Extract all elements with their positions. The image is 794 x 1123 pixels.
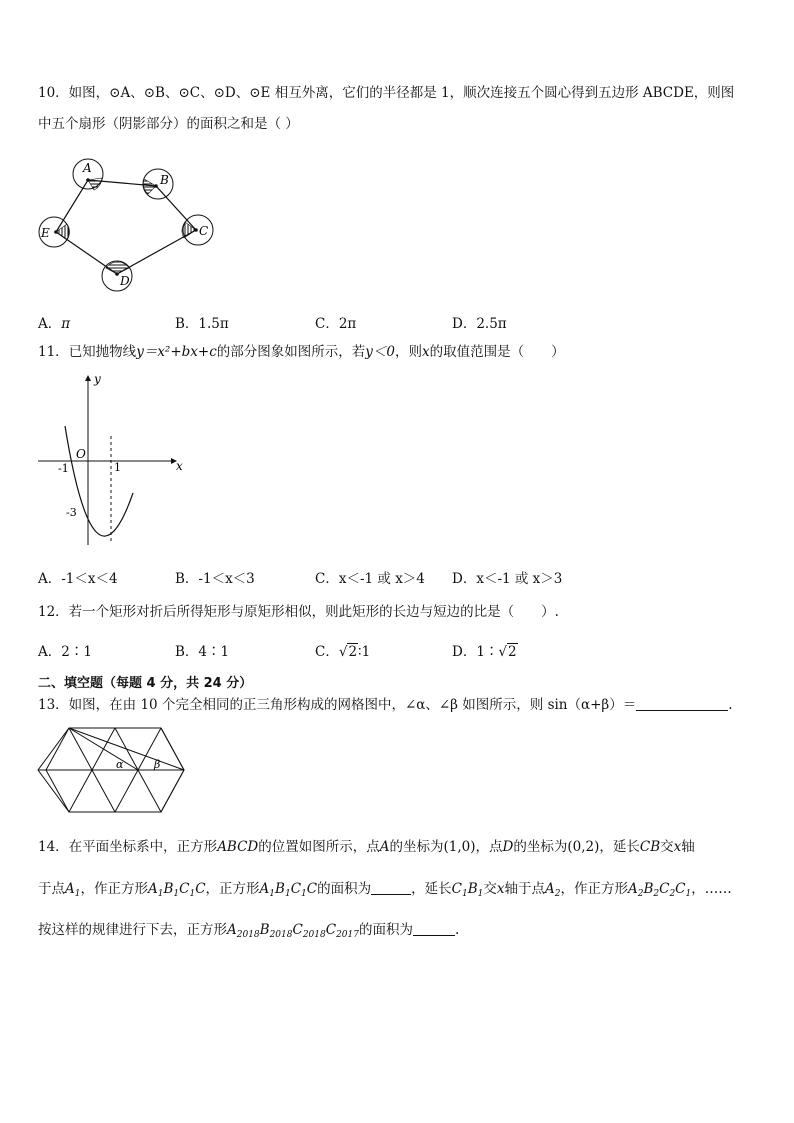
- label-c: C: [199, 224, 209, 238]
- q11-stem: 11．已知抛物线y＝x²+bx+c的部分图象如图所示，若y＜0，则x的取值范围是（ ）: [38, 344, 565, 360]
- tick-neg1: -1: [58, 462, 69, 475]
- q12-option-d: D．1∶√2: [452, 644, 517, 660]
- q10-option-b: B．1.5π: [175, 316, 229, 332]
- q10-option-c: C．2π: [315, 316, 357, 332]
- graph-y-label: y: [94, 372, 101, 386]
- q10-option-d: D．2.5π: [452, 316, 507, 332]
- sector-e: [56, 224, 70, 240]
- q10-stem-line2: 中五个扇形（阴影部分）的面积之和是（ ）: [38, 116, 299, 132]
- angle-alpha-label: α: [116, 758, 124, 771]
- label-d: D: [120, 274, 130, 288]
- q10-pentagon-figure: [30, 150, 230, 300]
- q13-triangle-grid: [36, 726, 196, 816]
- q14-answer-blank-2[interactable]: [413, 921, 455, 936]
- q11-option-a: A．-1＜x＜4: [38, 571, 118, 587]
- label-a: A: [83, 161, 92, 175]
- pentagon-abcde: [56, 180, 196, 274]
- q13-stem: 13．如图，在由 10 个完全相同的正三角形构成的网格图中，∠α、∠β 如图所示，则 sin（α+β）＝ .: [38, 697, 733, 713]
- q10-option-a: A．π: [38, 316, 71, 332]
- angle-beta-label: β: [154, 758, 161, 771]
- graph-x-label: x: [176, 459, 183, 473]
- q13-answer-blank[interactable]: [636, 696, 728, 711]
- label-e: E: [41, 226, 50, 240]
- q12-option-c: C．√2∶1: [315, 644, 371, 660]
- q11-parabola-graph: [36, 370, 196, 550]
- tick-neg3: -3: [66, 506, 77, 519]
- q11-option-b: B．-1＜x＜3: [175, 571, 255, 587]
- q10-stem-line1: 10．如图，⊙A、⊙B、⊙C、⊙D、⊙E 相互外离，它们的半径都是 1，顺次连接五个圆心得到五边形 ABCDE，则图: [38, 85, 735, 101]
- q14-answer-blank-1[interactable]: [371, 880, 411, 895]
- sector-a: [88, 178, 102, 190]
- q12-stem: 12．若一个矩形对折后所得矩形与原矩形相似，则此矩形的长边与短边的比是（ ）.: [38, 604, 559, 620]
- tick-1: 1: [114, 461, 121, 474]
- q12-option-b: B．4∶1: [175, 644, 230, 660]
- q14-line2: 于点$A_1$，作正方形$A_1B_1C_1C$，正方形$A_1B_1C_1C$的面积为 ，延长$C_1B_1$交x轴于点$A_2$，作正方形$A_2B_2C_2C_1$，……: [38, 881, 732, 899]
- q11-option-c: C．x＜-1 或 x＞4: [315, 571, 425, 587]
- q12-option-a: A．2∶1: [38, 644, 92, 660]
- section-fill-in-title: 二、填空题（每题 4 分，共 24 分）: [38, 676, 253, 691]
- label-b: B: [160, 173, 169, 187]
- sector-c: [182, 222, 196, 238]
- q14-line1: 14．在平面坐标系中，正方形ABCD的位置如图所示，点A的坐标为(1,0)，点D的坐标为(0,2)，延长CB交x轴: [38, 839, 695, 855]
- parabola-curve: [65, 426, 133, 536]
- graph-origin-label: O: [76, 447, 86, 461]
- q14-line3: 按这样的规律进行下去，正方形$A_{2018}B_{2018}C_{2018}C_{2017}$的面积为 .: [38, 922, 460, 940]
- q11-option-d: D．x＜-1 或 x＞3: [452, 571, 563, 587]
